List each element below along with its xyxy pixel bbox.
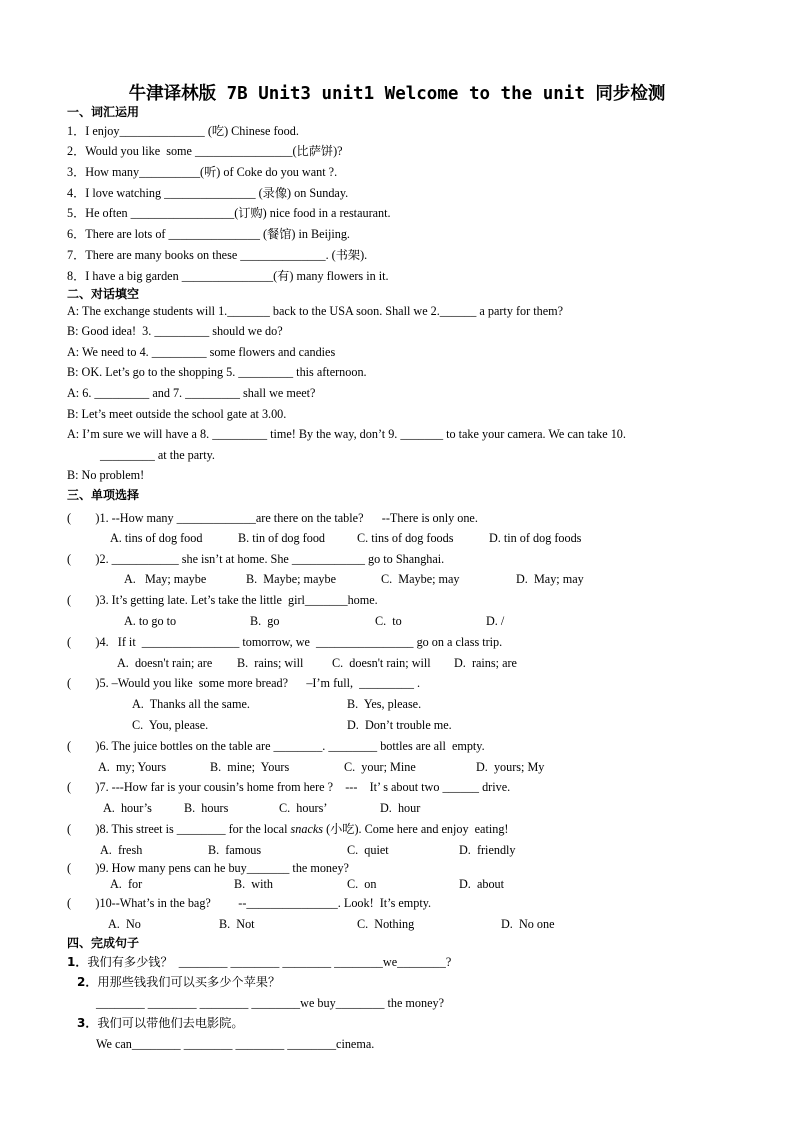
option: C. Nothing — [357, 917, 415, 931]
option: A. No — [108, 917, 141, 931]
option: C. You, please. — [132, 718, 209, 732]
dialogue-line: B: Good idea! 3. _________ should we do? — [67, 324, 283, 338]
option: A. for — [110, 877, 143, 891]
dialogue-line: B: Let’s meet outside the school gate at 3.00. — [67, 407, 287, 421]
option: B. Not — [219, 917, 255, 931]
option: A. tins of dog food — [110, 531, 203, 545]
option: D. May; may — [516, 572, 584, 586]
dialogue-line: B: OK. Let’s go to the shopping 5. _________ this afternoon. — [67, 365, 367, 379]
section-heading-complete-sentences: 四、完成句子 — [67, 936, 140, 950]
question: ( )4. If it ________________ tomorrow, we ________________ go on a class trip. — [67, 635, 503, 649]
sentence-answer-line: ________ ________ ________ ________we buy________ the money? — [96, 996, 444, 1010]
question-text: ( )8. This street is ________ for the local — [67, 822, 291, 836]
sentence-text: 我们有多少钱？ ________ ________ ________ ________we________? — [87, 955, 452, 969]
sentence-number: 3． — [77, 1016, 98, 1030]
question: ( )5. –Would you like some more bread? –I’m full, _________ . — [67, 676, 421, 690]
question: ( )3. It’s getting late. Let’s take the little girl_______home. — [67, 593, 378, 607]
question: ( )9. How many pens can he buy_______ the money? — [67, 861, 349, 875]
dialogue-line: A: The exchange students will 1._______ back to the USA soon. Shall we 2.______ a party for them? — [67, 304, 563, 318]
option: C. on — [347, 877, 377, 891]
vocab-item: 1．I enjoy______________ (吃) Chinese food. — [67, 124, 299, 138]
option: C. hours’ — [279, 801, 328, 815]
sentence-text: 我们可以带他们去电影院。 — [97, 1016, 244, 1030]
sentence-item — [77, 976, 280, 988]
option: D. No one — [501, 917, 555, 931]
option: A. doesn't rain; are — [117, 656, 213, 670]
option: D. about — [459, 877, 505, 891]
option: D. hour — [380, 801, 421, 815]
option: B. rains; will — [237, 656, 304, 670]
vocab-item: 5．He often _________________(订购) nice food in a restaurant. — [67, 206, 391, 220]
sentence-answer-line: We can________ ________ ________ ________cinema. — [96, 1037, 375, 1051]
vocab-item: 6．There are lots of _______________ (餐馆) in Beijing. — [67, 227, 350, 241]
sentence-text: 用那些钱我们可以买多少个苹果？ — [97, 975, 281, 989]
question: ( )6. The juice bottles on the table are ________. ________ bottles are all empty. — [67, 739, 485, 753]
option: B. with — [234, 877, 273, 891]
vocab-item: 3．How many__________(听) of Coke do you want ?. — [67, 165, 338, 179]
option: B. tin of dog food — [238, 531, 326, 545]
question: ( )1. --How many _____________are there on the table? --There is only one. — [67, 511, 478, 525]
question: ( )10--What’s in the bag? --_______________. Look! It’s empty. — [67, 896, 432, 910]
dialogue-line: A: We need to 4. _________ some flowers and candies — [67, 345, 336, 359]
sentence-item — [67, 956, 451, 968]
option: C. quiet — [347, 843, 389, 857]
sentence-item — [77, 1017, 244, 1029]
question-text: (小吃). Come here and enjoy eating! — [323, 822, 509, 836]
option: A. to go to — [124, 614, 177, 628]
option: B. famous — [208, 843, 262, 857]
option: D. yours; My — [476, 760, 545, 774]
option: A. fresh — [100, 843, 143, 857]
section-heading-dialogue: 二、对话填空 — [67, 287, 140, 301]
sentence-number: 1． — [67, 955, 88, 969]
option: D. / — [486, 614, 505, 628]
section-heading-multiple-choice: 三、单项选择 — [67, 488, 140, 502]
option: C. your; Mine — [344, 760, 416, 774]
dialogue-line: A: I’m sure we will have a 8. _________ time! By the way, don’t 9. _______ to take your camera. We can take 10. — [67, 427, 626, 441]
option: B. mine; Yours — [210, 760, 290, 774]
question — [67, 823, 508, 835]
option: C. tins of dog foods — [357, 531, 454, 545]
option: B. hours — [184, 801, 229, 815]
question: ( )7. ---How far is your cousin’s home from here ? --- It’ s about two ______ drive. — [67, 780, 511, 794]
option: C. to — [375, 614, 402, 628]
dialogue-line: B: No problem! — [67, 468, 145, 482]
option: C. doesn't rain; will — [332, 656, 431, 670]
option: B. go — [250, 614, 280, 628]
page-title: 牛津译林版 7B Unit3 unit1 Welcome to the unit 同步检测 — [128, 84, 666, 104]
vocab-item: 7．There are many books on these ______________. (书架). — [67, 248, 368, 262]
option: D. Don’t trouble me. — [347, 718, 452, 732]
option: D. friendly — [459, 843, 516, 857]
dialogue-line: _________ at the party. — [100, 448, 215, 462]
vocab-item: 4．I love watching _______________ (录像) on Sunday. — [67, 186, 349, 200]
question-emphasis: snacks — [290, 822, 324, 836]
option: D. rains; are — [454, 656, 517, 670]
dialogue-line: A: 6. _________ and 7. _________ shall we meet? — [67, 386, 316, 400]
option: D. tin of dog foods — [489, 531, 582, 545]
section-heading-vocabulary: 一、词汇运用 — [67, 105, 140, 119]
option: A. hour’s — [103, 801, 152, 815]
option: A. Thanks all the same. — [132, 697, 250, 711]
option: A. May; maybe — [124, 572, 207, 586]
vocab-item: 2．Would you like some ________________(比萨饼)? — [67, 144, 343, 158]
option: B. Maybe; maybe — [246, 572, 337, 586]
sentence-number: 2． — [77, 975, 98, 989]
option: A. my; Yours — [98, 760, 167, 774]
option: B. Yes, please. — [347, 697, 422, 711]
option: C. Maybe; may — [381, 572, 460, 586]
vocab-item: 8．I have a big garden _______________(有) many flowers in it. — [67, 269, 389, 283]
question: ( )2. ___________ she isn’t at home. She ____________ go to Shanghai. — [67, 552, 445, 566]
